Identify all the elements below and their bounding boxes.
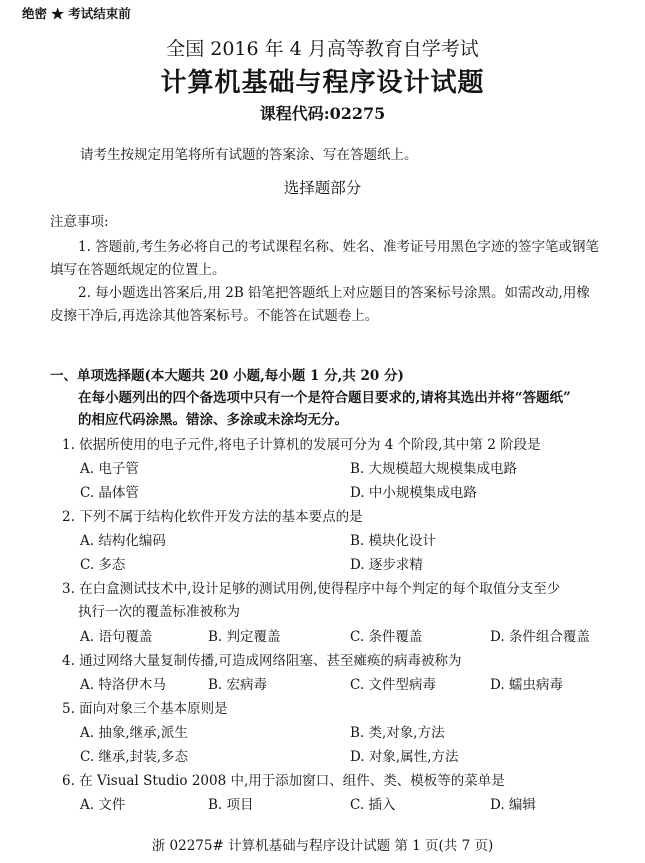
q1-option-b: B. 大规模超大规模集成电路	[350, 461, 518, 477]
confidential-label: 绝密 ★ 考试结束前	[22, 6, 131, 21]
q5-option-c: C. 继承,封装,多态	[80, 749, 189, 765]
q6-option-d: D. 编辑	[490, 797, 536, 813]
notes-item1-line2: 填写在答题纸规定的位置上。	[50, 262, 226, 278]
course-code: 课程代码:02275	[259, 104, 386, 123]
q4-option-b: B. 宏病毒	[208, 677, 268, 693]
page-footer: 浙 02275# 计算机基础与程序设计试题 第 1 页(共 7 页)	[151, 838, 494, 854]
question-2-stem: 2. 下列不属于结构化软件开发方法的基本要点的是	[62, 509, 363, 525]
part1-desc-line2: 的相应代码涂黑。错涂、多涂或未涂均无分。	[78, 412, 348, 428]
q6-option-c: C. 插入	[350, 797, 396, 813]
question-3-stem-line2: 执行一次的覆盖标准被称为	[78, 604, 240, 620]
question-5-stem: 5. 面向对象三个基本原则是	[62, 701, 228, 717]
q4-option-a: A. 特洛伊木马	[80, 677, 166, 693]
q1-option-a: A. 电子管	[80, 461, 139, 477]
q1-option-c: C. 晶体管	[80, 485, 139, 501]
q5-option-b: B. 类,对象,方法	[350, 725, 445, 741]
q3-option-c: C. 条件覆盖	[350, 629, 423, 645]
question-6-stem: 6. 在 Visual Studio 2008 中,用于添加窗口、组件、类、模板等的菜单是	[62, 773, 505, 789]
question-3-stem: 3. 在白盒测试技术中,设计足够的测试用例,使得程序中每个判定的每个取值分支至少	[62, 581, 561, 597]
q4-option-d: D. 蠕虫病毒	[490, 677, 563, 693]
part1-heading: 一、单项选择题(本大题共 20 小题,每小题 1 分,共 20 分)	[50, 368, 404, 384]
notes-item1-line1: 1. 答题前,考生务必将自己的考试课程名称、姓名、准考证号用黑色字迹的签字笔或钢笔	[78, 239, 599, 255]
question-4-stem: 4. 通过网络大量复制传播,可造成网络阻塞、甚至瘫痪的病毒被称为	[62, 653, 462, 669]
paper-title: 计算机基础与程序设计试题	[160, 68, 485, 98]
notes-item2-line2: 皮擦干净后,再选涂其他答案标号。不能答在试题卷上。	[50, 308, 379, 324]
q2-option-d: D. 逐步求精	[350, 557, 423, 573]
q6-option-a: A. 文件	[80, 797, 126, 813]
exam-line: 全国 2016 年 4 月高等教育自学考试	[166, 38, 479, 60]
q3-option-a: A. 语句覆盖	[80, 629, 153, 645]
q4-option-c: C. 文件型病毒	[350, 677, 436, 693]
notes-heading: 注意事项:	[50, 214, 109, 230]
q5-option-d: D. 对象,属性,方法	[350, 749, 459, 765]
section-title: 选择题部分	[283, 179, 362, 197]
part1-desc-line1: 在每小题列出的四个备选项中只有一个是符合题目要求的,请将其选出并将“答题纸”	[78, 390, 571, 406]
question-1-stem: 1. 依据所使用的电子元件,将电子计算机的发展可分为 4 个阶段,其中第 2 阶段是	[62, 437, 541, 453]
q2-option-c: C. 多态	[80, 557, 126, 573]
q2-option-b: B. 模块化设计	[350, 533, 437, 549]
q6-option-b: B. 项目	[208, 797, 254, 813]
q2-option-a: A. 结构化编码	[80, 533, 166, 549]
q5-option-a: A. 抽象,继承,派生	[80, 725, 188, 741]
q3-option-b: B. 判定覆盖	[208, 629, 281, 645]
q3-option-d: D. 条件组合覆盖	[490, 629, 590, 645]
notes-item2-line1: 2. 每小题选出答案后,用 2B 铅笔把答题纸上对应题目的答案标号涂黑。如需改动,用橡	[78, 285, 590, 301]
q1-option-d: D. 中小规模集成电路	[350, 485, 477, 501]
instruction: 请考生按规定用笔将所有试题的答案涂、写在答题纸上。	[80, 147, 418, 163]
